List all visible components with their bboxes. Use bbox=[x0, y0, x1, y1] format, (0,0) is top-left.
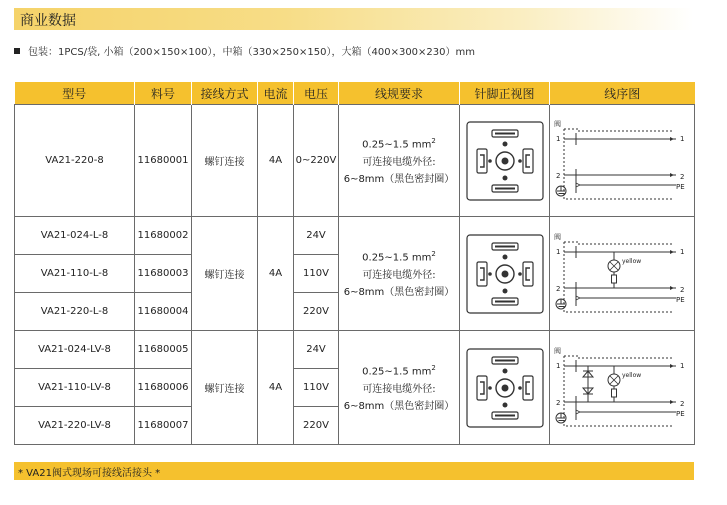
table-row bbox=[15, 331, 695, 369]
packaging-info bbox=[14, 43, 475, 58]
part-cell: 11680003 bbox=[135, 255, 192, 293]
svg-text:2: 2 bbox=[680, 172, 685, 181]
connection-cell: 螺钉连接 bbox=[192, 105, 258, 217]
wiring-cell bbox=[550, 105, 695, 217]
cable-od-label: 可连接电缆外径: bbox=[362, 156, 436, 168]
section-title: 商业数据 bbox=[20, 13, 76, 29]
current-cell: 4A bbox=[258, 331, 294, 445]
packaging-text: 包装：1PCS/袋, 小箱（200×150×100），中箱（330×250×150），大箱（400×300×230）mm bbox=[28, 47, 475, 58]
led-icon bbox=[608, 366, 641, 402]
header-voltage: 电压 bbox=[294, 82, 339, 105]
wire-gauge-sup: 2 bbox=[431, 250, 436, 259]
wire-gauge: 0.25~1.5 mm bbox=[362, 252, 432, 264]
model-cell: VA21-024-LV-8 bbox=[15, 331, 135, 369]
diode-icon bbox=[583, 366, 593, 402]
header-model: 型号 bbox=[15, 82, 135, 105]
model-cell: VA21-220-8 bbox=[15, 105, 135, 217]
voltage-cell: 110V bbox=[294, 369, 339, 407]
wiring-cell bbox=[550, 331, 695, 445]
voltage-cell: 220V bbox=[294, 407, 339, 445]
header-pin-view: 针脚正视图 bbox=[460, 82, 550, 105]
wire-gauge-sup: 2 bbox=[431, 364, 436, 373]
section-header bbox=[14, 8, 693, 30]
voltage-cell: 220V bbox=[294, 293, 339, 331]
model-cell: VA21-024-L-8 bbox=[15, 217, 135, 255]
wire-spec-cell bbox=[339, 105, 460, 217]
current-cell: 4A bbox=[258, 105, 294, 217]
svg-text:PE: PE bbox=[676, 409, 685, 418]
svg-text:2: 2 bbox=[556, 284, 561, 293]
header-current: 电流 bbox=[258, 82, 294, 105]
ground-icon bbox=[556, 186, 566, 196]
svg-text:PE: PE bbox=[676, 295, 685, 304]
spec-table bbox=[14, 82, 695, 445]
svg-text:2: 2 bbox=[680, 285, 685, 294]
svg-text:2: 2 bbox=[556, 171, 561, 180]
wire-gauge: 0.25~1.5 mm bbox=[362, 139, 432, 151]
voltage-cell: 0~220V bbox=[294, 105, 339, 217]
svg-text:yellow: yellow bbox=[622, 371, 642, 379]
part-cell: 11680001 bbox=[135, 105, 192, 217]
model-cell: VA21-220-L-8 bbox=[15, 293, 135, 331]
part-cell: 11680007 bbox=[135, 407, 192, 445]
wire-spec-cell bbox=[339, 331, 460, 445]
header-wire-spec: 线规要求 bbox=[339, 82, 460, 105]
wiring-diagram-icon bbox=[550, 230, 694, 318]
table-header-row bbox=[15, 82, 695, 105]
pin-face-icon bbox=[460, 346, 549, 430]
header-connection: 接线方式 bbox=[192, 82, 258, 105]
svg-text:1: 1 bbox=[680, 247, 685, 256]
voltage-cell: 110V bbox=[294, 255, 339, 293]
svg-text:2: 2 bbox=[680, 399, 685, 408]
pin-view-cell bbox=[460, 217, 550, 331]
footer-note: * VA21阀式现场可接线活接头 * bbox=[18, 468, 161, 479]
wiring-diagram-icon bbox=[550, 117, 694, 205]
cable-od-label: 可连接电缆外径: bbox=[362, 269, 436, 281]
wiring-cell bbox=[550, 217, 695, 331]
part-cell: 11680005 bbox=[135, 331, 192, 369]
footer-note-bar bbox=[14, 462, 694, 480]
cable-od-label: 可连接电缆外径: bbox=[362, 383, 436, 395]
wire-gauge: 0.25~1.5 mm bbox=[362, 366, 432, 378]
header-part: 料号 bbox=[135, 82, 192, 105]
part-cell: 11680002 bbox=[135, 217, 192, 255]
model-cell: VA21-110-LV-8 bbox=[15, 369, 135, 407]
voltage-cell: 24V bbox=[294, 331, 339, 369]
svg-text:yellow: yellow bbox=[622, 257, 642, 265]
table-row bbox=[15, 105, 695, 217]
part-cell: 11680004 bbox=[135, 293, 192, 331]
current-cell: 4A bbox=[258, 217, 294, 331]
svg-text:PE: PE bbox=[676, 182, 685, 191]
ground-icon bbox=[556, 413, 566, 423]
table-row bbox=[15, 217, 695, 255]
model-cell: VA21-220-LV-8 bbox=[15, 407, 135, 445]
pin-view-cell bbox=[460, 331, 550, 445]
pin-face-icon bbox=[460, 232, 549, 316]
connection-cell: 螺钉连接 bbox=[192, 217, 258, 331]
svg-text:1: 1 bbox=[556, 134, 561, 143]
pin-face-icon bbox=[460, 119, 549, 203]
voltage-cell: 24V bbox=[294, 217, 339, 255]
svg-text:1: 1 bbox=[680, 134, 685, 143]
header-wiring: 线序图 bbox=[550, 82, 695, 105]
connection-cell: 螺钉连接 bbox=[192, 331, 258, 445]
led-icon bbox=[608, 252, 641, 288]
cable-od-value: 6~8mm（黑色密封圈） bbox=[343, 286, 455, 298]
svg-text:阀: 阀 bbox=[554, 232, 561, 241]
svg-text:1: 1 bbox=[680, 361, 685, 370]
cable-od-value: 6~8mm（黑色密封圈） bbox=[343, 173, 455, 185]
bullet-square-icon bbox=[14, 48, 20, 54]
cable-od-value: 6~8mm（黑色密封圈） bbox=[343, 400, 455, 412]
part-cell: 11680006 bbox=[135, 369, 192, 407]
svg-text:1: 1 bbox=[556, 247, 561, 256]
wire-spec-cell bbox=[339, 217, 460, 331]
svg-text:阀: 阀 bbox=[554, 119, 561, 128]
ground-icon bbox=[556, 299, 566, 309]
svg-text:2: 2 bbox=[556, 398, 561, 407]
wiring-diagram-icon bbox=[550, 344, 694, 432]
svg-text:阀: 阀 bbox=[554, 346, 561, 355]
pin-view-cell bbox=[460, 105, 550, 217]
svg-text:1: 1 bbox=[556, 361, 561, 370]
model-cell: VA21-110-L-8 bbox=[15, 255, 135, 293]
wire-gauge-sup: 2 bbox=[431, 137, 436, 146]
